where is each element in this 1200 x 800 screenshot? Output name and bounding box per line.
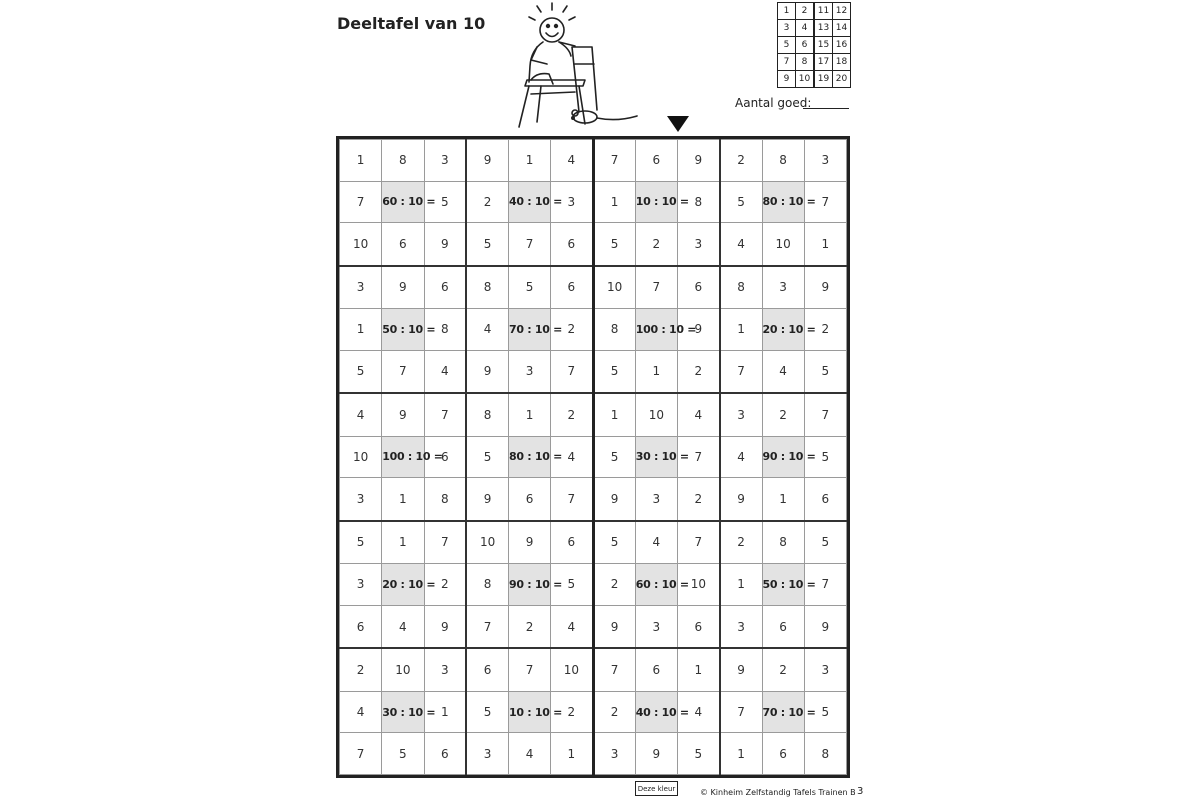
answer-number-cell[interactable]: 1 [804, 223, 846, 266]
answer-number-cell[interactable]: 2 [551, 309, 593, 351]
answer-number-cell[interactable]: 2 [762, 648, 804, 691]
answer-number-cell[interactable]: 5 [804, 521, 846, 564]
footer-copyright: © Kinheim Zelfstandig Tafels Trainen B [700, 788, 856, 797]
answer-number-cell[interactable]: 6 [466, 648, 508, 691]
answer-number-cell[interactable]: 4 [466, 309, 508, 351]
answer-number-cell[interactable]: 6 [424, 733, 466, 775]
answer-number-cell[interactable]: 7 [678, 436, 720, 478]
answer-number-cell[interactable]: 4 [551, 605, 593, 648]
answer-number-cell[interactable]: 1 [762, 478, 804, 521]
answer-number-cell[interactable]: 3 [340, 266, 382, 309]
answer-number-cell[interactable]: 7 [424, 393, 466, 436]
answer-number-cell[interactable]: 6 [551, 521, 593, 564]
answer-number-cell[interactable]: 5 [466, 691, 508, 733]
answer-number-cell[interactable]: 7 [720, 350, 762, 393]
answer-number-cell[interactable]: 2 [720, 140, 762, 182]
board-row [340, 436, 847, 478]
answer-number-cell[interactable]: 1 [509, 393, 551, 436]
score-grid-cell[interactable]: 10 [796, 71, 815, 88]
score-grid-cell[interactable]: 19 [814, 71, 833, 88]
man-on-chair-scared-of-mouse-illustration [497, 2, 647, 132]
answer-number-cell[interactable]: 2 [593, 691, 635, 733]
answer-number-cell[interactable]: 10 [678, 564, 720, 606]
answer-number-cell[interactable]: 7 [509, 223, 551, 266]
answer-number-cell[interactable]: 5 [804, 350, 846, 393]
answer-number-cell[interactable]: 8 [720, 266, 762, 309]
division-question-cell: 30 : 10 = [635, 436, 677, 478]
answer-number-cell[interactable]: 6 [762, 605, 804, 648]
division-question-cell: 90 : 10 = [762, 436, 804, 478]
answer-number-cell[interactable]: 9 [509, 521, 551, 564]
answer-number-cell[interactable]: 6 [635, 648, 677, 691]
color-legend-box: Deze kleur [635, 781, 678, 796]
score-grid-cell[interactable]: 13 [814, 20, 833, 37]
answer-number-cell[interactable]: 7 [804, 393, 846, 436]
division-question-cell: 90 : 10 = [509, 564, 551, 606]
answer-number-cell[interactable]: 9 [382, 266, 424, 309]
answer-number-cell[interactable]: 7 [551, 350, 593, 393]
answer-number-cell[interactable]: 2 [804, 309, 846, 351]
answer-number-cell[interactable]: 3 [720, 605, 762, 648]
answer-number-cell[interactable]: 5 [466, 223, 508, 266]
answer-number-cell[interactable]: 5 [509, 266, 551, 309]
answer-number-cell[interactable]: 7 [678, 521, 720, 564]
score-grid-cell[interactable]: 6 [796, 37, 815, 54]
answer-number-cell[interactable]: 4 [678, 691, 720, 733]
answer-number-cell[interactable]: 1 [340, 309, 382, 351]
division-question-cell: 20 : 10 = [762, 309, 804, 351]
answer-number-cell[interactable]: 7 [509, 648, 551, 691]
answer-number-cell[interactable]: 3 [340, 478, 382, 521]
answer-number-cell[interactable]: 6 [804, 478, 846, 521]
answer-number-cell[interactable]: 10 [762, 223, 804, 266]
board-row [340, 350, 847, 393]
answer-number-cell[interactable]: 5 [340, 350, 382, 393]
division-question-cell: 100 : 10 = [635, 309, 677, 351]
answer-number-cell[interactable]: 7 [635, 266, 677, 309]
answer-number-cell[interactable]: 3 [804, 140, 846, 182]
score-grid-cell[interactable]: 11 [814, 3, 833, 20]
division-question-cell: 40 : 10 = [635, 691, 677, 733]
division-question-cell: 50 : 10 = [382, 309, 424, 351]
answer-number-cell[interactable]: 9 [678, 140, 720, 182]
answer-number-cell[interactable]: 3 [720, 393, 762, 436]
answer-number-cell[interactable]: 3 [424, 140, 466, 182]
answer-number-cell[interactable]: 2 [551, 691, 593, 733]
score-grid-row [778, 37, 851, 54]
answer-number-cell[interactable]: 6 [551, 223, 593, 266]
answer-number-cell[interactable]: 6 [635, 140, 677, 182]
score-grid-cell[interactable]: 20 [833, 71, 851, 88]
answer-number-cell[interactable]: 2 [466, 181, 508, 223]
page-title: Deeltafel van 10 [337, 14, 486, 33]
score-grid-cell[interactable]: 14 [833, 20, 851, 37]
answer-number-cell[interactable]: 7 [340, 733, 382, 775]
division-question-cell: 10 : 10 = [635, 181, 677, 223]
answer-number-cell[interactable]: 3 [593, 733, 635, 775]
answer-number-cell[interactable]: 2 [635, 223, 677, 266]
exercise-board [336, 136, 850, 778]
score-grid-cell[interactable]: 5 [778, 37, 796, 54]
answer-number-cell[interactable]: 1 [382, 478, 424, 521]
answer-number-cell[interactable]: 6 [762, 733, 804, 775]
score-answer-line[interactable] [803, 108, 849, 109]
score-label: Aantal goed: [735, 96, 812, 110]
answer-number-cell[interactable]: 1 [635, 350, 677, 393]
answer-number-cell[interactable]: 5 [551, 564, 593, 606]
answer-number-cell[interactable]: 2 [551, 393, 593, 436]
answer-number-cell[interactable]: 9 [382, 393, 424, 436]
answer-number-cell[interactable]: 4 [762, 350, 804, 393]
answer-number-cell[interactable]: 6 [551, 266, 593, 309]
score-grid-cell[interactable]: 16 [833, 37, 851, 54]
answer-number-cell[interactable]: 10 [466, 521, 508, 564]
answer-number-cell[interactable]: 1 [720, 564, 762, 606]
answer-number-cell[interactable]: 2 [678, 478, 720, 521]
answer-number-cell[interactable]: 7 [424, 521, 466, 564]
board-row [340, 393, 847, 436]
answer-number-cell[interactable]: 1 [593, 393, 635, 436]
score-grid-cell[interactable]: 12 [833, 3, 851, 20]
board-row [340, 564, 847, 606]
answer-number-cell[interactable]: 6 [424, 266, 466, 309]
answer-number-cell[interactable]: 3 [340, 564, 382, 606]
answer-number-cell[interactable]: 3 [466, 733, 508, 775]
division-question-cell: 60 : 10 = [635, 564, 677, 606]
answer-number-cell[interactable]: 10 [551, 648, 593, 691]
answer-number-cell[interactable]: 8 [762, 521, 804, 564]
board-row [340, 733, 847, 775]
division-question-cell: 100 : 10 = [382, 436, 424, 478]
score-grid-row [778, 54, 851, 71]
answer-number-cell[interactable]: 8 [678, 181, 720, 223]
answer-number-cell[interactable]: 8 [762, 140, 804, 182]
answer-number-cell[interactable]: 7 [804, 564, 846, 606]
answer-number-cell[interactable]: 3 [804, 648, 846, 691]
answer-number-cell[interactable]: 5 [340, 521, 382, 564]
answer-number-cell[interactable]: 9 [424, 223, 466, 266]
answer-number-cell[interactable]: 10 [593, 266, 635, 309]
board-row [340, 478, 847, 521]
answer-number-cell[interactable]: 3 [635, 478, 677, 521]
board-row [340, 605, 847, 648]
board-row [340, 223, 847, 266]
answer-number-cell[interactable]: 9 [804, 605, 846, 648]
answer-number-cell[interactable]: 5 [593, 223, 635, 266]
answer-number-cell[interactable]: 1 [593, 181, 635, 223]
page-number: 3 [857, 786, 864, 797]
board-row [340, 648, 847, 691]
answer-number-cell[interactable]: 5 [720, 181, 762, 223]
answer-number-cell[interactable]: 6 [678, 266, 720, 309]
answer-number-cell[interactable]: 4 [635, 521, 677, 564]
answer-number-cell[interactable]: 5 [424, 181, 466, 223]
answer-number-cell[interactable]: 5 [593, 521, 635, 564]
answer-number-cell[interactable]: 2 [509, 605, 551, 648]
answer-number-cell[interactable]: 9 [593, 605, 635, 648]
board-row [340, 691, 847, 733]
answer-number-cell[interactable]: 5 [804, 691, 846, 733]
answer-number-cell[interactable]: 4 [720, 436, 762, 478]
answer-number-cell[interactable]: 9 [593, 478, 635, 521]
division-question-cell: 70 : 10 = [762, 691, 804, 733]
score-grid-cell[interactable]: 3 [778, 20, 796, 37]
answer-number-cell[interactable]: 8 [424, 309, 466, 351]
score-grid-cell[interactable]: 8 [796, 54, 815, 71]
board-row [340, 181, 847, 223]
division-question-cell: 60 : 10 = [382, 181, 424, 223]
score-grid [777, 2, 851, 88]
division-question-cell: 20 : 10 = [382, 564, 424, 606]
answer-number-cell[interactable]: 1 [551, 733, 593, 775]
division-question-cell: 30 : 10 = [382, 691, 424, 733]
answer-number-cell[interactable]: 7 [593, 140, 635, 182]
answer-number-cell[interactable]: 3 [424, 648, 466, 691]
answer-number-cell[interactable]: 1 [720, 733, 762, 775]
answer-number-cell[interactable]: 3 [635, 605, 677, 648]
answer-number-cell[interactable]: 4 [382, 605, 424, 648]
answer-number-cell[interactable]: 6 [424, 436, 466, 478]
answer-number-cell[interactable]: 4 [551, 140, 593, 182]
score-grid-cell[interactable]: 2 [796, 3, 815, 20]
score-grid-cell[interactable]: 18 [833, 54, 851, 71]
answer-number-cell[interactable]: 8 [593, 309, 635, 351]
board-row [340, 266, 847, 309]
answer-number-cell[interactable]: 7 [340, 181, 382, 223]
score-grid-cell[interactable]: 4 [796, 20, 815, 37]
answer-number-cell[interactable]: 4 [509, 733, 551, 775]
answer-number-cell[interactable]: 7 [382, 350, 424, 393]
answer-number-cell[interactable]: 5 [593, 436, 635, 478]
board-row [340, 521, 847, 564]
answer-number-cell[interactable]: 4 [424, 350, 466, 393]
score-grid-cell[interactable]: 9 [778, 71, 796, 88]
answer-number-cell[interactable]: 10 [340, 223, 382, 266]
answer-number-cell[interactable]: 7 [720, 691, 762, 733]
answer-number-cell[interactable]: 10 [635, 393, 677, 436]
answer-number-cell[interactable]: 9 [466, 140, 508, 182]
answer-number-cell[interactable]: 4 [340, 393, 382, 436]
answer-number-cell[interactable]: 9 [678, 309, 720, 351]
division-question-cell: 80 : 10 = [509, 436, 551, 478]
answer-number-cell[interactable]: 5 [678, 733, 720, 775]
score-grid-cell[interactable]: 7 [778, 54, 796, 71]
answer-number-cell[interactable]: 8 [466, 266, 508, 309]
triangle-down-icon [667, 116, 689, 132]
score-grid-cell[interactable]: 17 [814, 54, 833, 71]
answer-number-cell[interactable]: 9 [720, 648, 762, 691]
answer-number-cell[interactable]: 9 [466, 350, 508, 393]
score-grid-row [778, 3, 851, 20]
answer-number-cell[interactable]: 9 [720, 478, 762, 521]
answer-number-cell[interactable]: 7 [804, 181, 846, 223]
answer-number-cell[interactable]: 8 [804, 733, 846, 775]
answer-number-cell[interactable]: 5 [382, 733, 424, 775]
answer-number-cell[interactable]: 9 [635, 733, 677, 775]
answer-number-cell[interactable]: 9 [424, 605, 466, 648]
board-row [340, 309, 847, 351]
answer-number-cell[interactable]: 4 [551, 436, 593, 478]
answer-number-cell[interactable]: 1 [678, 648, 720, 691]
answer-number-cell[interactable]: 8 [466, 564, 508, 606]
answer-number-cell[interactable]: 5 [466, 436, 508, 478]
score-grid-row [778, 20, 851, 37]
answer-number-cell[interactable]: 6 [382, 223, 424, 266]
answer-number-cell[interactable]: 6 [340, 605, 382, 648]
answer-number-cell[interactable]: 5 [593, 350, 635, 393]
score-grid-cell[interactable]: 15 [814, 37, 833, 54]
answer-number-cell[interactable]: 4 [678, 393, 720, 436]
answer-number-cell[interactable]: 10 [382, 648, 424, 691]
division-question-cell: 10 : 10 = [509, 691, 551, 733]
answer-number-cell[interactable]: 3 [509, 350, 551, 393]
answer-number-cell[interactable]: 9 [466, 478, 508, 521]
answer-number-cell[interactable]: 3 [678, 223, 720, 266]
answer-number-cell[interactable]: 6 [678, 605, 720, 648]
answer-number-cell[interactable]: 8 [466, 393, 508, 436]
board-row [340, 140, 847, 182]
answer-number-cell[interactable]: 7 [466, 605, 508, 648]
division-question-cell: 70 : 10 = [509, 309, 551, 351]
answer-number-cell[interactable]: 8 [424, 478, 466, 521]
answer-number-cell[interactable]: 1 [720, 309, 762, 351]
answer-number-cell[interactable]: 5 [804, 436, 846, 478]
answer-number-cell[interactable]: 1 [340, 140, 382, 182]
answer-number-cell[interactable]: 2 [678, 350, 720, 393]
answer-number-cell[interactable]: 4 [340, 691, 382, 733]
answer-number-cell[interactable]: 1 [424, 691, 466, 733]
answer-number-cell[interactable]: 2 [340, 648, 382, 691]
answer-number-cell[interactable]: 3 [551, 181, 593, 223]
answer-number-cell[interactable]: 7 [593, 648, 635, 691]
answer-number-cell[interactable]: 2 [762, 393, 804, 436]
answer-number-cell[interactable]: 8 [382, 140, 424, 182]
answer-number-cell[interactable]: 1 [509, 140, 551, 182]
answer-number-cell[interactable]: 4 [720, 223, 762, 266]
division-question-cell: 80 : 10 = [762, 181, 804, 223]
answer-number-cell[interactable]: 2 [593, 564, 635, 606]
answer-number-cell[interactable]: 1 [382, 521, 424, 564]
answer-number-cell[interactable]: 2 [720, 521, 762, 564]
answer-number-cell[interactable]: 3 [762, 266, 804, 309]
score-grid-cell[interactable]: 1 [778, 3, 796, 20]
division-question-cell: 50 : 10 = [762, 564, 804, 606]
answer-number-cell[interactable]: 2 [424, 564, 466, 606]
score-grid-row [778, 71, 851, 88]
answer-number-cell[interactable]: 9 [804, 266, 846, 309]
division-question-cell: 40 : 10 = [509, 181, 551, 223]
answer-number-cell[interactable]: 7 [551, 478, 593, 521]
answer-number-cell[interactable]: 10 [340, 436, 382, 478]
answer-number-cell[interactable]: 6 [509, 478, 551, 521]
